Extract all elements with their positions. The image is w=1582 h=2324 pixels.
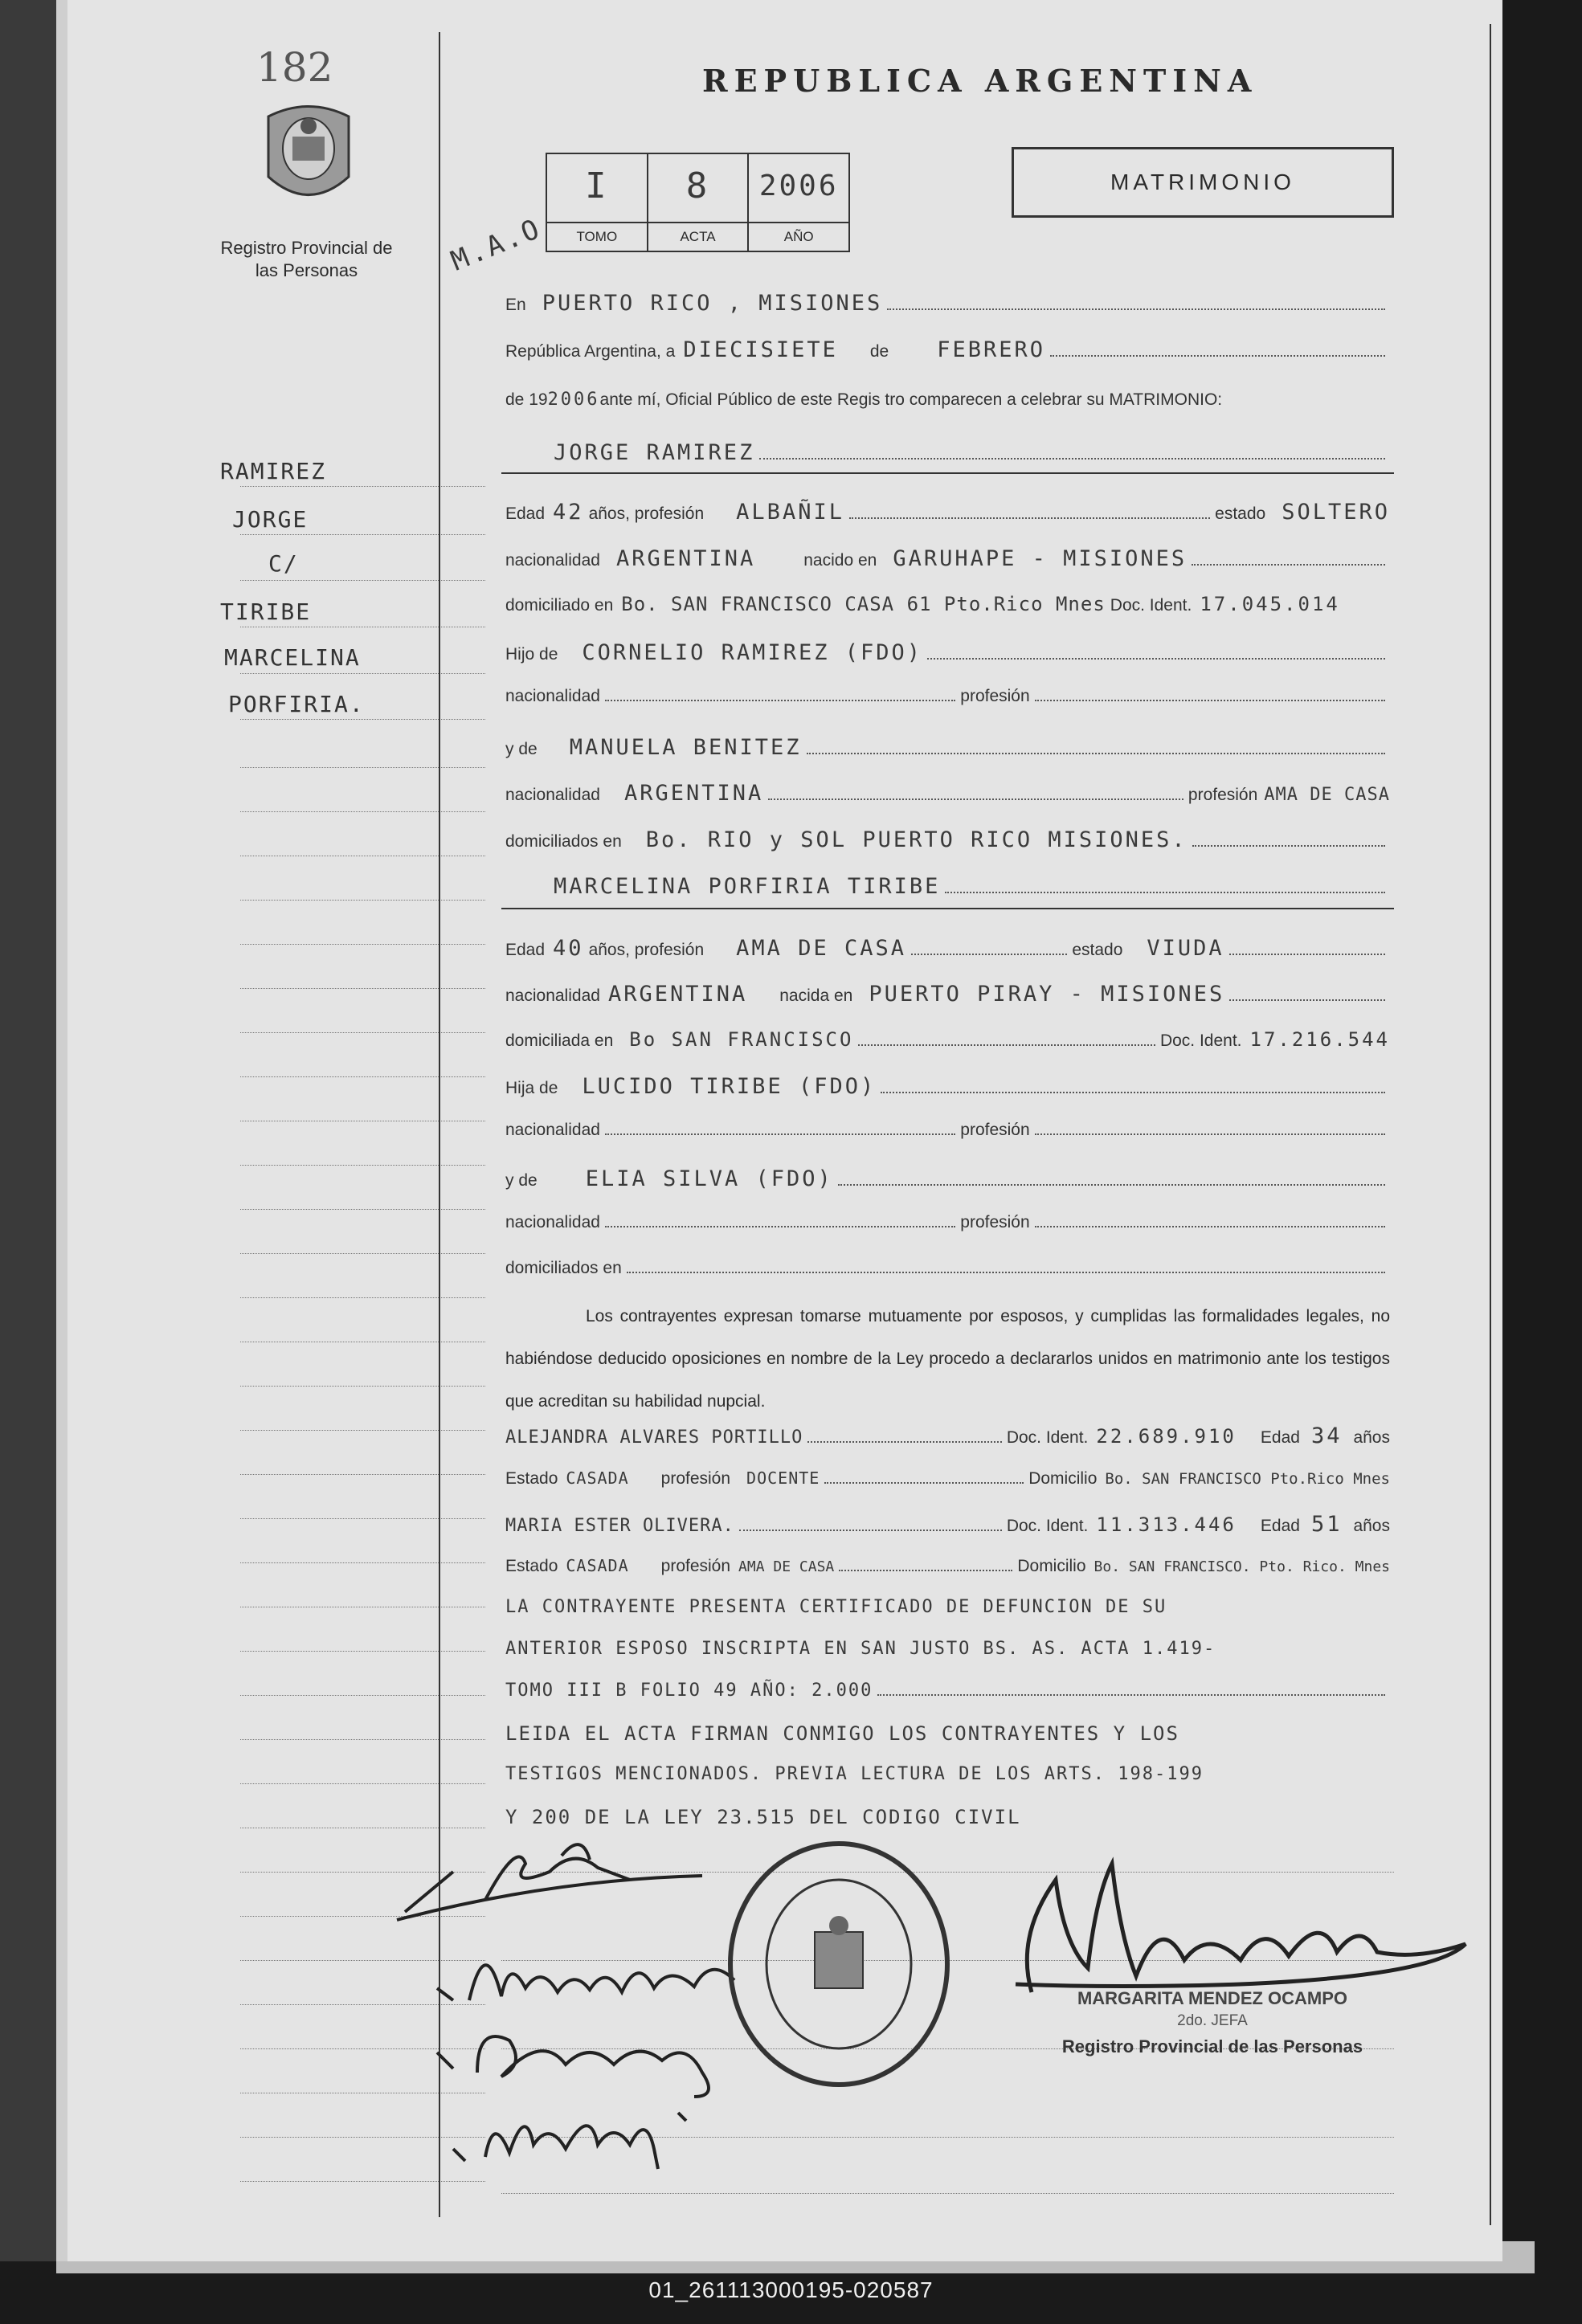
nacido-label: nacido en: [803, 551, 877, 570]
bride-father-nationality-line: [505, 1121, 1390, 1140]
margin-rule: [240, 811, 485, 812]
edad-label: Edad: [505, 941, 546, 959]
profesion-label: profesión: [960, 1213, 1030, 1231]
groom-birthplace: GARUHAPE - MISIONES: [893, 546, 1188, 571]
witness-age: 51: [1310, 1512, 1343, 1537]
bride-mother-line: [505, 1166, 1390, 1191]
official-name: MARGARITA MENDEZ OCAMPO: [1077, 1988, 1348, 2008]
witness-age: 34: [1310, 1423, 1343, 1448]
acta-label: ACTA: [648, 222, 748, 251]
margin-rule: [240, 1297, 485, 1298]
doc-label: Doc. Ident.: [1159, 1031, 1242, 1050]
bride-doc: 17.216.544: [1249, 1028, 1390, 1051]
bride-profession: AMA DE CASA: [736, 936, 906, 961]
profesion-label: profesión: [1188, 786, 1258, 804]
tomo-label: TOMO: [547, 222, 647, 251]
ano-value: 2006: [758, 170, 839, 202]
witness-name: ALEJANDRA ALVARES PORTILLO: [505, 1427, 803, 1448]
bride-parents-address-line: [505, 1259, 1390, 1278]
domiciliados-label: domiciliados en: [505, 832, 622, 851]
day-value: DIECISIETE: [683, 337, 838, 362]
nacionalidad-label: nacionalidad: [505, 986, 600, 1005]
witness-doc: 11.313.446: [1096, 1513, 1237, 1536]
margin-rule: [240, 944, 485, 945]
profesion-label: profesión: [660, 1557, 731, 1575]
bride-name: MARCELINA PORFIRIA TIRIBE: [554, 874, 941, 899]
ano-cell: [749, 154, 848, 251]
groom-address-line: [505, 593, 1390, 615]
margin-given-name: PORFIRIA.: [228, 691, 365, 717]
anos-label: años: [1353, 1428, 1390, 1447]
note-text: TOMO III B FOLIO 49 AÑO: 2.000: [505, 1681, 873, 1701]
margin-rule: [240, 1739, 485, 1740]
registry-name: Registro Provincial de las Personas: [220, 238, 393, 280]
groom-father-line: [505, 640, 1390, 665]
place-value: PUERTO RICO , MISIONES: [542, 291, 883, 316]
doc-label: Doc. Ident.: [1110, 596, 1192, 615]
country-title: REPUBLICA ARGENTINA: [702, 63, 1258, 99]
groom-father: CORNELIO RAMIREZ (FDO): [582, 640, 922, 665]
date-line: [505, 337, 1390, 362]
margin-rule: [240, 1474, 485, 1475]
nacionalidad-label: nacionalidad: [505, 1121, 600, 1139]
witness-address: Bo. SAN FRANCISCO. Pto. Rico. Mnes: [1094, 1558, 1390, 1575]
witness-2-details-line: [505, 1556, 1390, 1576]
hijo-label: Hijo de: [505, 645, 558, 664]
hija-label: Hija de: [505, 1079, 558, 1097]
bride-mother-nationality-line: [505, 1213, 1390, 1232]
margin-rule: [240, 580, 485, 581]
witness-profession: DOCENTE: [746, 1468, 820, 1488]
declaration-paragraph: Los contrayentes expresan tomarse mutuamente por esposos, y cumplidas las formalidades legales, no habiéndose deducido oposiciones en nombre de la Ley procedo a declararlos unidos en matrimonio ante los testigos que acreditan su habilidad nupcial.: [505, 1307, 1390, 1411]
groom-mother-profession: AMA DE CASA: [1264, 785, 1390, 805]
margin-rule: [240, 1032, 485, 1033]
margin-rule: [240, 673, 485, 674]
domicilio-label: Domicilio: [1017, 1557, 1086, 1575]
margin-rule: [240, 1209, 485, 1210]
nacionalidad-label: nacionalidad: [505, 786, 600, 804]
margin-rule: [240, 1518, 485, 1519]
margin-rule: [240, 767, 485, 768]
official-signature-icon: [999, 1848, 1482, 2008]
margin-rule: [240, 1695, 485, 1696]
right-border: [1490, 24, 1491, 2225]
tomo-cell: [547, 154, 648, 251]
margin-rule: [240, 1386, 485, 1387]
de19-label: de 19: [505, 390, 548, 409]
note-line: [505, 1681, 1390, 1701]
margin-surname: RAMIREZ: [220, 458, 327, 484]
place-line: [505, 291, 1390, 316]
groom-nationality-line: [505, 546, 1390, 571]
groom-parents-address: Bo. RIO y SOL PUERTO RICO MISIONES.: [645, 827, 1188, 852]
groom-doc: 17.045.014: [1200, 593, 1340, 615]
acta-value: 8: [685, 165, 710, 206]
bride-mother: ELIA SILVA (FDO): [585, 1166, 833, 1191]
anos-label: años: [1353, 1517, 1390, 1535]
margin-rule: [240, 1651, 485, 1652]
tomo-acta-table: [546, 153, 850, 252]
domiciliada-label: domiciliada en: [505, 1031, 614, 1050]
note-line: [505, 1722, 1390, 1745]
estado-label: Estado: [505, 1557, 558, 1575]
year-value: 2006: [547, 390, 600, 410]
bride-father: LUCIDO TIRIBE (FDO): [582, 1074, 877, 1099]
groom-mother-nationality: ARGENTINA: [623, 781, 764, 806]
profesion-label: profesión: [960, 1121, 1030, 1139]
margin-rule: [240, 2181, 485, 2182]
profesion-label: años, profesión: [588, 941, 705, 959]
bride-nationality-line: [505, 982, 1390, 1007]
estado-label: estado: [1072, 941, 1123, 959]
edad-label: Edad: [505, 504, 546, 523]
margin-rule: [240, 486, 485, 487]
note-text: Y 200 DE LA LEY 23.515 DEL CODIGO CIVIL: [505, 1806, 1021, 1828]
profesion-label: años, profesión: [588, 504, 705, 523]
yde-label: y de: [505, 1171, 538, 1190]
groom-nationality: ARGENTINA: [615, 546, 756, 571]
nacionalidad-label: nacionalidad: [505, 687, 600, 705]
note-text: LA CONTRAYENTE PRESENTA CERTIFICADO DE DEFUNCION DE SU: [505, 1597, 1167, 1617]
nacida-label: nacida en: [779, 986, 853, 1005]
official-seal-icon: [718, 1836, 959, 2093]
margin-rule: [240, 1430, 485, 1431]
groom-address: Bo. SAN FRANCISCO CASA 61 Pto.Rico Mnes: [621, 593, 1106, 615]
groom-marital-status: SOLTERO: [1282, 500, 1390, 525]
margin-rule: [240, 1783, 485, 1784]
witness-doc: 22.689.910: [1096, 1425, 1237, 1448]
de-label: de: [869, 342, 889, 361]
profesion-label: profesión: [960, 687, 1030, 705]
book-binding: [0, 0, 56, 2261]
witness-marital-status: CASADA: [566, 1556, 629, 1575]
groom-parents-address-line: [505, 827, 1390, 852]
note-line: [505, 1597, 1390, 1617]
declaration-text: ante mí, Oficial Público de este Regis tro comparecen a celebrar su MATRIMONIO:: [599, 390, 1223, 409]
groom-name: JORGE RAMIREZ: [554, 440, 755, 465]
witness-1-line: [505, 1423, 1390, 1448]
act-type-box: [1012, 147, 1394, 218]
signature-rule: [501, 2193, 1394, 2194]
note-text: LEIDA EL ACTA FIRMAN CONMIGO LOS CONTRAYENTES Y LOS: [505, 1722, 1179, 1745]
bride-address: Bo SAN FRANCISCO: [629, 1028, 854, 1051]
witness-marital-status: CASADA: [566, 1468, 629, 1488]
groom-mother: MANUELA BENITEZ: [569, 735, 802, 760]
bride-name-line: [505, 874, 1390, 899]
tomo-value: I: [585, 165, 609, 206]
note-text: ANTERIOR ESPOSO INSCRIPTA EN SAN JUSTO BS. AS. ACTA 1.419-: [505, 1639, 1216, 1659]
acta-cell: [648, 154, 750, 251]
margin-rule: [240, 534, 485, 535]
official-title: 2do. JEFA: [1177, 2012, 1248, 2029]
margin-given-name: JORGE: [232, 506, 309, 533]
witness-address: Bo. SAN FRANCISCO Pto.Rico Mnes: [1105, 1470, 1390, 1488]
coat-of-arms-icon: [260, 100, 357, 209]
margin-surname: TIRIBE: [220, 598, 312, 625]
edad-label: Edad: [1260, 1517, 1300, 1535]
signature-bride-icon: [429, 1924, 766, 2020]
yde-label: y de: [505, 740, 538, 758]
margin-rule: [240, 719, 485, 720]
bride-nationality: ARGENTINA: [607, 982, 748, 1007]
separator: [501, 908, 1394, 909]
margin-connector: C/: [268, 550, 299, 577]
domiciliados-label: domiciliados en: [505, 1259, 622, 1277]
doc-label: Doc. Ident.: [1006, 1428, 1089, 1447]
note-text: TESTIGOS MENCIONADOS. PREVIA LECTURA DE LOS ARTS. 198-199: [505, 1764, 1204, 1784]
act-code: M.A.O: [446, 212, 546, 278]
ano-label: AÑO: [749, 222, 848, 251]
bride-marital-status: VIUDA: [1147, 936, 1224, 961]
signature-witness-2-icon: [445, 2089, 734, 2177]
margin-rule: [240, 1562, 485, 1563]
republica-label: República Argentina, a: [505, 342, 676, 361]
note-line: [505, 1639, 1390, 1659]
bride-birthplace: PUERTO PIRAY - MISIONES: [869, 982, 1225, 1007]
margin-rule: [240, 1076, 485, 1077]
groom-age-line: [505, 500, 1390, 525]
month-value: FEBRERO: [937, 337, 1046, 362]
bride-age: 40: [553, 936, 584, 961]
bride-father-line: [505, 1074, 1390, 1099]
domicilio-label: Domicilio: [1028, 1469, 1098, 1488]
margin-rule: [240, 988, 485, 989]
act-type: MATRIMONIO: [1110, 170, 1295, 194]
signature-groom-icon: [389, 1824, 726, 1936]
bride-address-line: [505, 1028, 1390, 1051]
note-line: [505, 1764, 1390, 1784]
witness-2-line: [505, 1512, 1390, 1537]
margin-rule: [240, 1165, 485, 1166]
margin-rule: [240, 1253, 485, 1254]
register-page: [56, 0, 1502, 2261]
edad-label: Edad: [1260, 1428, 1300, 1447]
page-number: 182: [256, 44, 333, 91]
estado-label: estado: [1215, 504, 1266, 523]
official-office: Registro Provincial de las Personas: [1061, 2036, 1363, 2056]
separator: [501, 472, 1394, 474]
groom-father-nationality-line: [505, 687, 1390, 706]
bride-age-line: [505, 936, 1390, 961]
witness-profession: AMA DE CASA: [738, 1558, 835, 1575]
groom-mother-nationality-line: [505, 781, 1390, 806]
witness-1-details-line: [505, 1468, 1390, 1489]
margin-given-name: MARCELINA: [224, 644, 361, 671]
groom-age: 42: [553, 500, 584, 525]
groom-mother-line: [505, 735, 1390, 760]
doc-label: Doc. Ident.: [1006, 1517, 1089, 1535]
profesion-label: profesión: [660, 1469, 731, 1488]
estado-label: Estado: [505, 1469, 558, 1488]
en-label: En: [505, 296, 526, 314]
declaration-line: [505, 390, 1390, 410]
domiciliado-label: domiciliado en: [505, 596, 614, 615]
groom-name-line: [505, 440, 1390, 465]
nacionalidad-label: nacionalidad: [505, 551, 600, 570]
groom-profession: ALBAÑIL: [736, 500, 844, 525]
margin-rule: [240, 900, 485, 901]
witness-name: MARIA ESTER OLIVERA.: [505, 1516, 734, 1536]
nacionalidad-label: nacionalidad: [505, 1213, 600, 1231]
image-caption: 01_261113000195-020587: [648, 2277, 934, 2302]
